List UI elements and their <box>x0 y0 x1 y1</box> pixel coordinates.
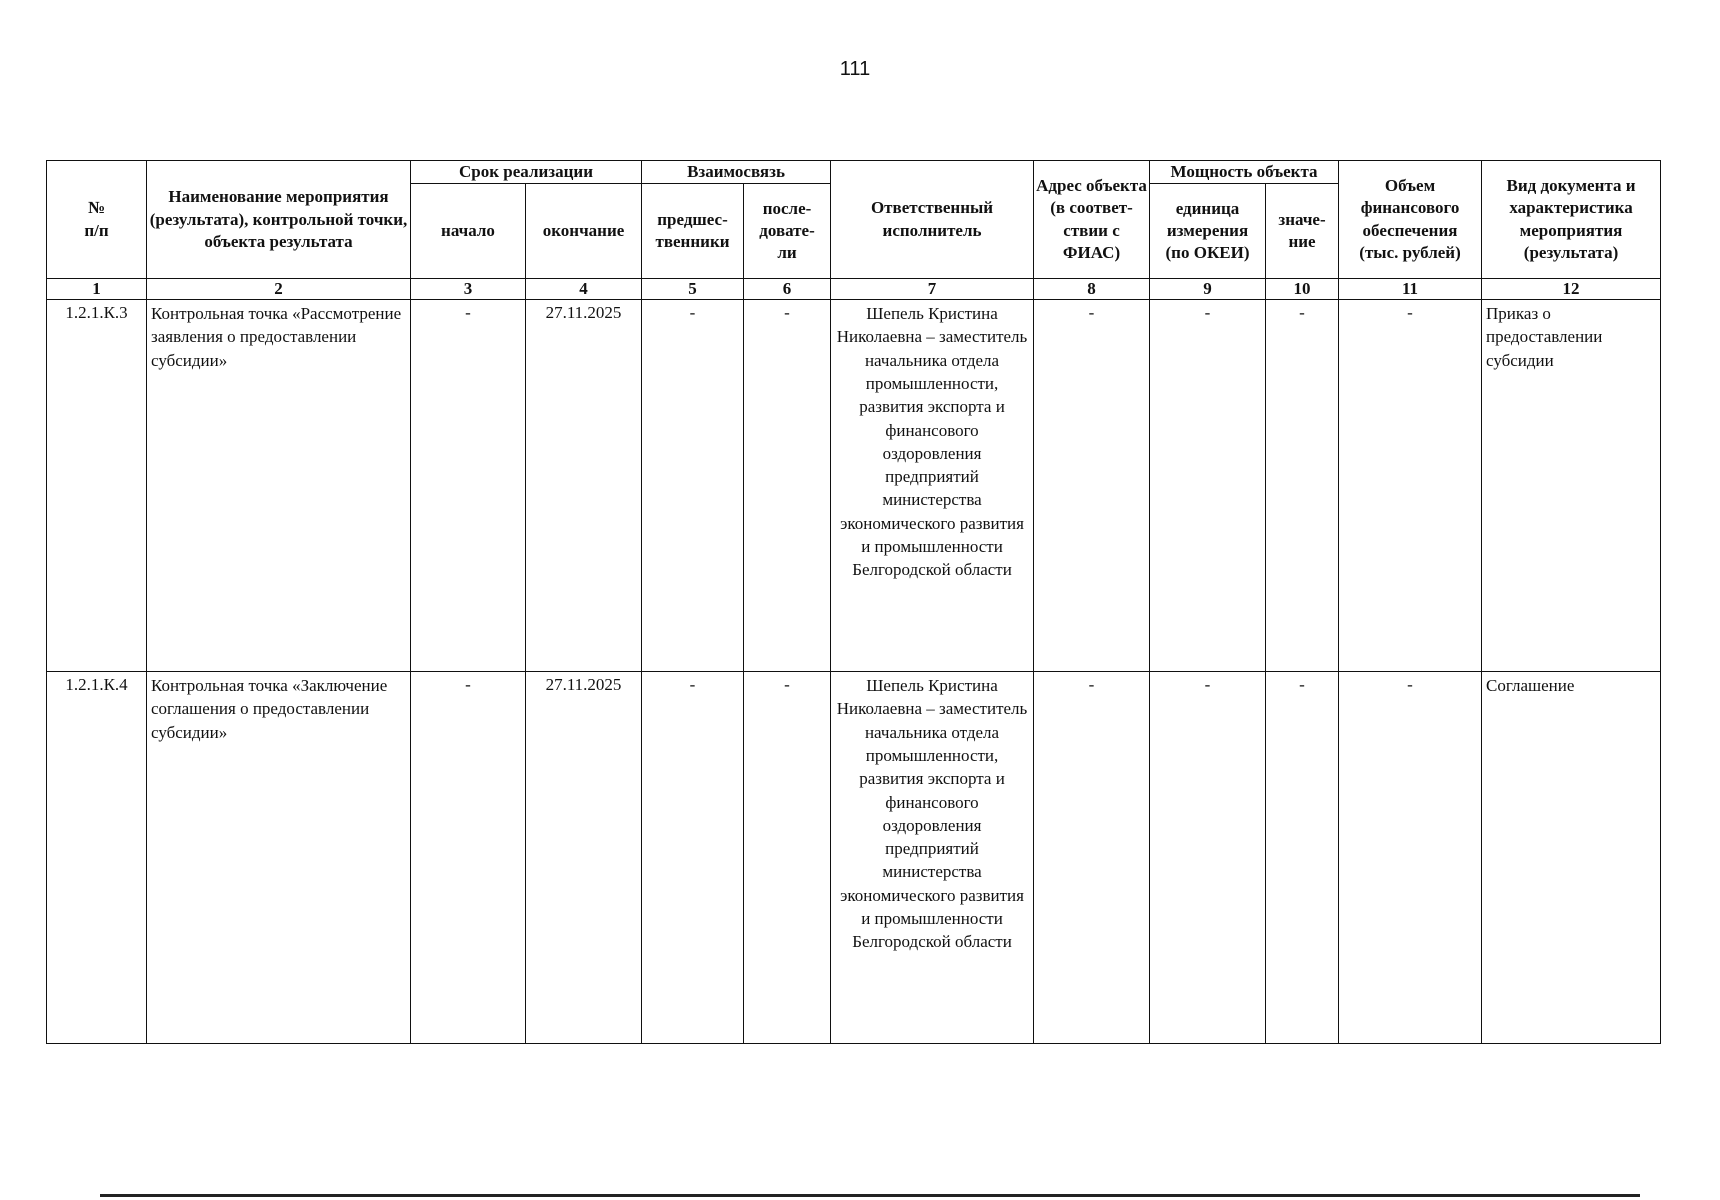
row-next: - <box>744 300 831 672</box>
header-period: Срок реализации <box>411 161 642 184</box>
header-capacity-value: значе- ние <box>1266 184 1339 279</box>
row-start: - <box>411 300 526 672</box>
row-prev: - <box>642 300 744 672</box>
bottom-scan-edge <box>100 1194 1640 1197</box>
header-doc-type: Вид документа и характеристика мероприятия (результата) <box>1482 161 1661 279</box>
header-num <box>47 161 147 279</box>
column-number: 4 <box>526 279 642 300</box>
header-responsible: Ответственный исполнитель <box>831 161 1034 279</box>
events-table <box>46 160 1661 1044</box>
row-next: - <box>744 672 831 1044</box>
row-responsible: Шепель Кристина Николаевна – заместитель начальника отдела промышленности, развития экспорта и финансового оздоровления предприятий министерства экономического развития и промышленности Белгородской области <box>831 300 1034 672</box>
row-name: Контрольная точка «Рассмотрение заявления о предоставлении субсидии» <box>147 300 411 672</box>
header-num-text: № п/п <box>84 198 109 240</box>
row-end: 27.11.2025 <box>526 300 642 672</box>
header-period-start: начало <box>411 184 526 279</box>
header-relation-next: после- довате- ли <box>744 184 831 279</box>
row-responsible: Шепель Кристина Николаевна – заместитель начальника отдела промышленности, развития экспорта и финансового оздоровления предприятий министерства экономического развития и промышленности Белгородской области <box>831 672 1034 1044</box>
column-number: 3 <box>411 279 526 300</box>
column-number: 8 <box>1034 279 1150 300</box>
row-value: - <box>1266 672 1339 1044</box>
column-number: 2 <box>147 279 411 300</box>
column-number: 5 <box>642 279 744 300</box>
header-address: Адрес объекта (в соответ-ствии с ФИАС) <box>1034 161 1150 279</box>
page-number: 111 <box>839 58 871 80</box>
column-numbers-row <box>47 279 1661 300</box>
table-row <box>47 672 1661 1044</box>
column-number: 9 <box>1150 279 1266 300</box>
row-num: 1.2.1.К.4 <box>47 672 147 1044</box>
row-name: Контрольная точка «Заключение соглашения о предоставлении субсидии» <box>147 672 411 1044</box>
row-doc-type: Приказ о предоставлении субсидии <box>1482 300 1661 672</box>
header-capacity: Мощность объекта <box>1150 161 1339 184</box>
row-address: - <box>1034 672 1150 1044</box>
row-unit: - <box>1150 672 1266 1044</box>
header-period-end: окончание <box>526 184 642 279</box>
row-num: 1.2.1.К.3 <box>47 300 147 672</box>
row-prev: - <box>642 672 744 1044</box>
row-unit: - <box>1150 300 1266 672</box>
header-name: Наименование мероприятия (результата), контрольной точки, объекта результата <box>147 161 411 279</box>
row-doc-type: Соглашение <box>1482 672 1661 1044</box>
column-number: 11 <box>1339 279 1482 300</box>
row-value: - <box>1266 300 1339 672</box>
header-relation: Взаимосвязь <box>642 161 831 184</box>
column-number: 12 <box>1482 279 1661 300</box>
row-finance: - <box>1339 672 1482 1044</box>
row-finance: - <box>1339 300 1482 672</box>
row-end: 27.11.2025 <box>526 672 642 1044</box>
header-capacity-unit: единица измерения (по ОКЕИ) <box>1150 184 1266 279</box>
header-relation-prev: предшес- твенники <box>642 184 744 279</box>
column-number: 6 <box>744 279 831 300</box>
row-address: - <box>1034 300 1150 672</box>
table-row <box>47 300 1661 672</box>
row-start: - <box>411 672 526 1044</box>
column-number: 1 <box>47 279 147 300</box>
column-number: 7 <box>831 279 1034 300</box>
header-finance: Объем финансового обеспечения (тыс. рублей) <box>1339 161 1482 279</box>
column-number: 10 <box>1266 279 1339 300</box>
